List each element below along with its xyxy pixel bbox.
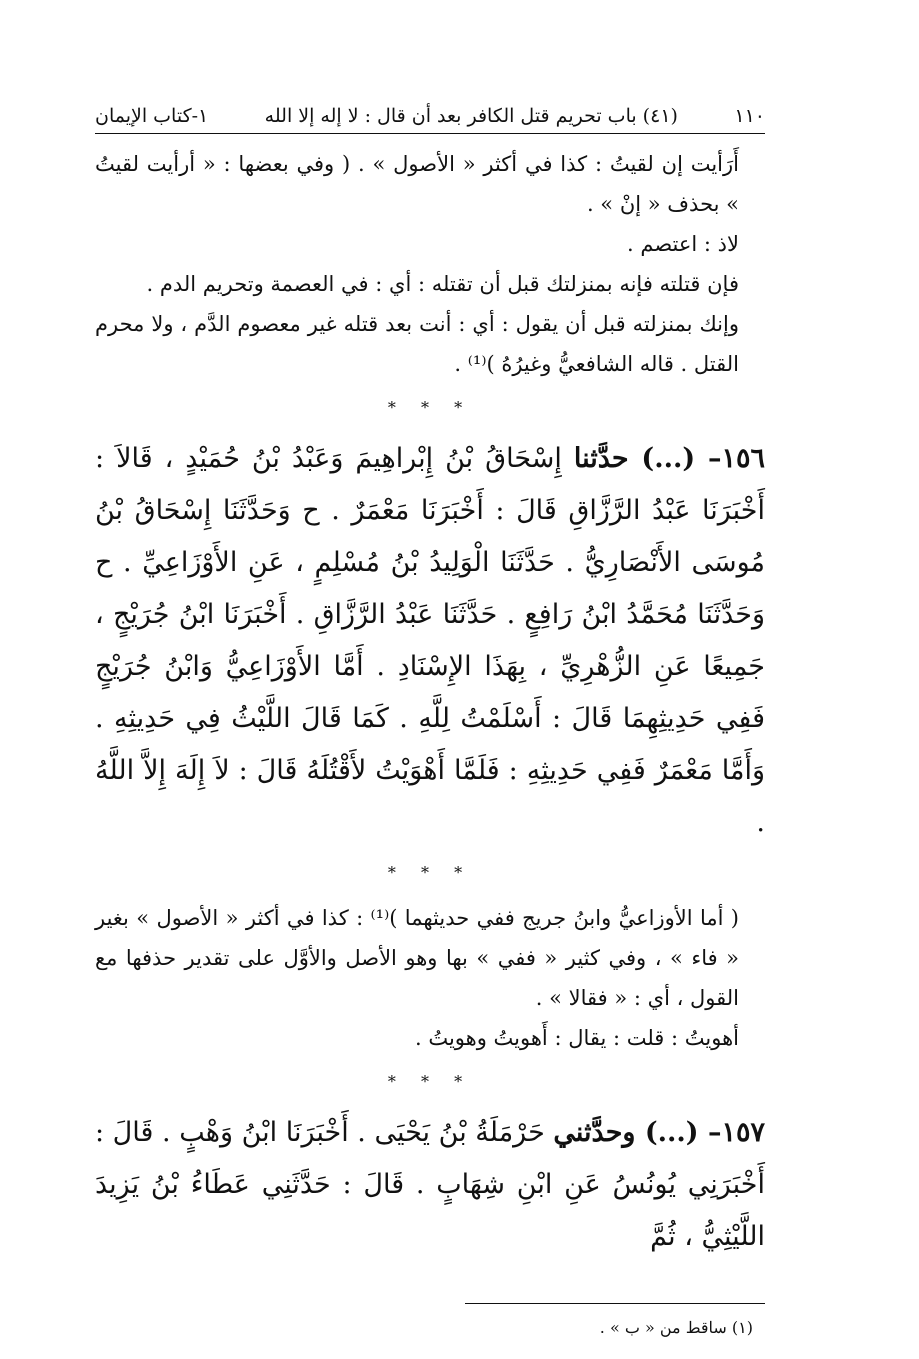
book-page bbox=[95, 105, 765, 1337]
footnote: (١) ساقط من « ب » . bbox=[599, 1318, 753, 1337]
hadith-number: ١٥٧ bbox=[721, 1117, 765, 1148]
section-separator: * * * bbox=[387, 1072, 473, 1091]
section-separator: * * * bbox=[387, 398, 473, 417]
chapter-title: (٤١) باب تحريم قتل الكافر بعد أن قال : لا إله إلا الله bbox=[264, 105, 678, 127]
commentary-block-1 bbox=[95, 144, 765, 384]
hadith-157 bbox=[95, 1107, 765, 1263]
commentary-paragraph: أَرَأيت إن لقيتُ : كذا في أكثر « الأصول » . ( وفي بعضها : « أرأيت لقيتُ » بحذف « إنْ » . bbox=[95, 152, 739, 216]
page-number: ١١٠ bbox=[734, 105, 765, 127]
book-title: ١-كتاب الإيمان bbox=[95, 105, 209, 127]
commentary-block-2 bbox=[95, 898, 765, 1058]
hadith-156 bbox=[95, 433, 765, 849]
running-header bbox=[95, 105, 765, 134]
hadith-lead: – (...) حدَّثنا bbox=[573, 443, 722, 474]
hadith-number: ١٥٦ bbox=[721, 443, 765, 474]
commentary-paragraph: لاذ : اعتصم . bbox=[627, 232, 739, 256]
hadith-lead: – (...) وحدَّثني bbox=[553, 1117, 722, 1148]
hadith-text: حَرْمَلَةُ بْنُ يَحْيَى . أَخْبَرَنَا ابْنُ وَهْبٍ . قَالَ : أَخْبَرَنِي يُونُسُ عَنِ ابْنِ شِهَابٍ . قَالَ : حَدَّثَنِي عَطَاءُ بْنُ يَزِيدَ اللَّيْثِيُّ ، ثُمَّ bbox=[95, 1117, 765, 1252]
commentary-paragraph: فإن قتلته فإنه بمنزلتك قبل أن تقتله : أي : في العصمة وتحريم الدم . bbox=[146, 272, 739, 296]
hadith-text: إِسْحَاقُ بْنُ إِبْراهِيمَ وَعَبْدُ بْنُ حُمَيْدٍ ، قَالاَ : أَخْبَرَنَا عَبْدُ الرَّزَّاقِ قَالَ : أَخْبَرَنَا مَعْمَرٌ . ح وَحَدَّثَنَا إِسْحَاقُ بْنُ مُوسَى الأَنْصَارِيُّ . حَدَّثَنَا الْوَلِيدُ بْنُ مُسْلِمٍ ، عَنِ الأَوْزَاعِيِّ . ح وَحَدَّثَنَا مُحَمَّدُ ابْنُ رَافِعٍ . حَدَّثَنَا عَبْدُ الرَّزَّاقِ . أَخْبَرَنَا ابْنُ جُرَيْجٍ ، جَمِيعًا عَنِ الزُّهْرِيِّ ، بِهَذَا الإِسْنَادِ . أَمَّا الأَوْزَاعِيُّ وَابْنُ جُرَيْجٍ فَفِي حَدِيثِهِمَا قَالَ : أَسْلَمْتُ لِلَّهِ . كَمَا قَالَ اللَّيْثُ فِي حَدِيثِهِ . وَأَمَّا مَعْمَرٌ فَفِي حَدِيثِهِ : فَلَمَّا أَهْوَيْتُ لأَقْتُلَهُ قَالَ : لاَ إِلَهَ إِلاَّ اللَّهُ . bbox=[95, 443, 765, 838]
commentary-paragraph: وإنك بمنزلته قبل أن يقول : أي : أنت بعد قتله غير معصوم الدَّم ، ولا محرم القتل . قاله الشافعيُّ وغيرُهُ )⁽¹⁾ . bbox=[95, 312, 739, 376]
commentary-paragraph: أهويتُ : قلت : يقال : أَهويتُ وهويتُ . bbox=[414, 1026, 739, 1050]
section-separator: * * * bbox=[387, 863, 473, 882]
commentary-paragraph: ( أما الأوزاعيُّ وابنُ جريج ففي حديثهما )⁽¹⁾ : كذا في أكثر « الأصول » بغير « فاء » ، وفي كثير « ففي » بها وهو الأصل والأوَّل على تقدير حذفها مع القول ، أي : « فقالا » . bbox=[95, 906, 739, 1010]
footnote-divider bbox=[465, 1303, 765, 1304]
